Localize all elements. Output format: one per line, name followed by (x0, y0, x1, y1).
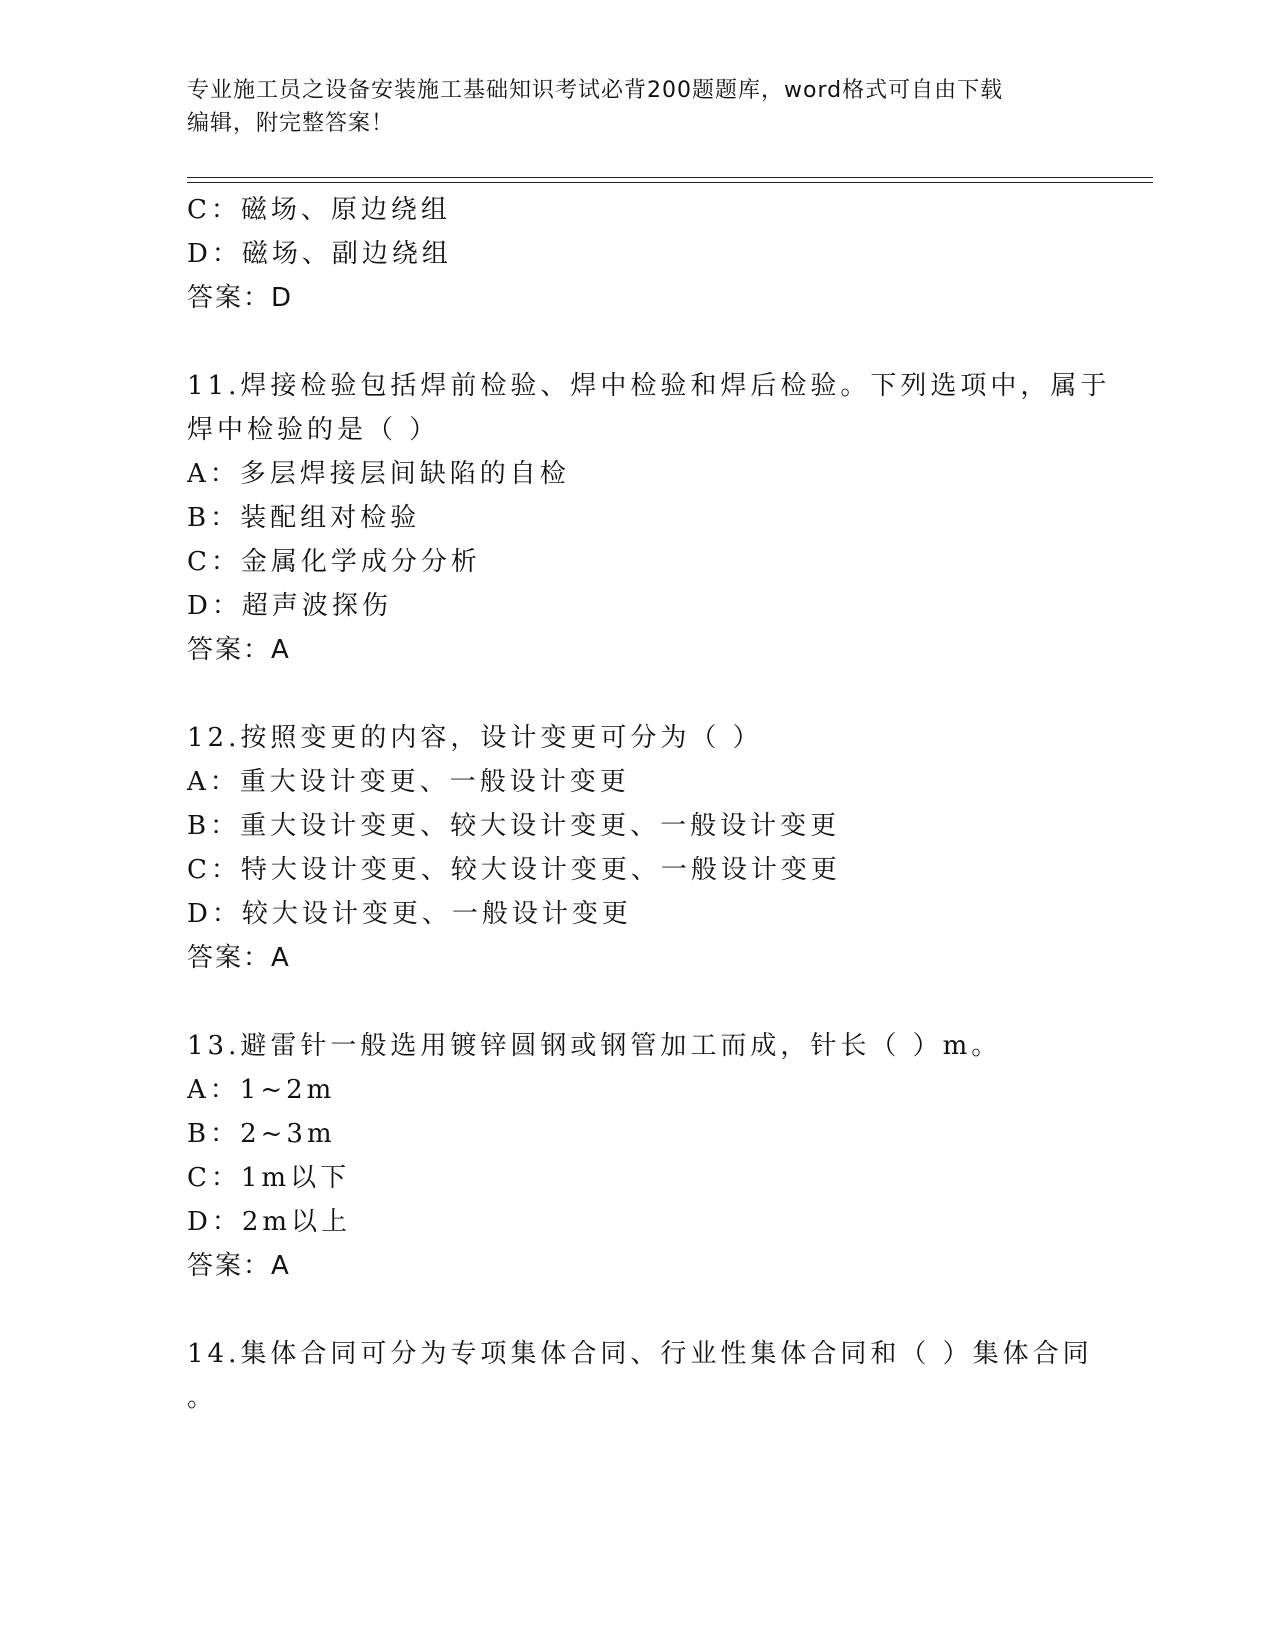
document-header (187, 74, 1087, 140)
q13-option-c: C：1m以下 (187, 1163, 351, 1193)
q10-option-c: C：磁场、原边绕组 (187, 195, 451, 225)
q12-option-d: D：较大设计变更、一般设计变更 (187, 899, 632, 929)
q14-stem-line-1: 14.集体合同可分为专项集体合同、行业性集体合同和（ ）集体合同 (187, 1339, 1093, 1369)
q13-option-a: A：1~2m (187, 1075, 336, 1105)
q11-option-b: B：装配组对检验 (187, 503, 421, 533)
q12-option-a: A：重大设计变更、一般设计变更 (187, 767, 630, 797)
q14-stem-line-2: 。 (187, 1383, 218, 1413)
q12-stem: 12.按照变更的内容，设计变更可分为（ ） (187, 723, 763, 753)
q11-stem-line-2: 焊中检验的是（ ） (187, 415, 440, 445)
q11-stem-line-1: 11.焊接检验包括焊前检验、焊中检验和焊后检验。下列选项中，属于 (187, 371, 1111, 401)
q11-option-c: C：金属化学成分分析 (187, 547, 481, 577)
q11-option-d: D：超声波探伤 (187, 591, 392, 621)
q13-option-b: B：2~3m (187, 1119, 336, 1149)
q11-option-a: A：多层焊接层间缺陷的自检 (187, 459, 570, 489)
header-line-1: 专业施工员之设备安装施工基础知识考试必背200题题库，word格式可自由下载 (187, 78, 1004, 103)
q12-option-b: B：重大设计变更、较大设计变更、一般设计变更 (187, 811, 841, 841)
header-rule-top (187, 177, 1153, 178)
q12-option-c: C：特大设计变更、较大设计变更、一般设计变更 (187, 855, 841, 885)
header-line-2: 编辑，附完整答案！ (187, 111, 395, 136)
q13-stem: 13.避雷针一般选用镀锌圆钢或钢管加工而成，针长（ ）m。 (187, 1031, 1002, 1061)
q10-option-d: D：磁场、副边绕组 (187, 239, 452, 269)
header-rule-bottom (187, 182, 1153, 183)
q11-answer: 答案：A (187, 635, 291, 665)
q10-answer: 答案：D (187, 283, 294, 313)
q13-option-d: D：2m以上 (187, 1207, 352, 1237)
q12-answer: 答案：A (187, 943, 291, 973)
q13-answer: 答案：A (187, 1251, 291, 1281)
